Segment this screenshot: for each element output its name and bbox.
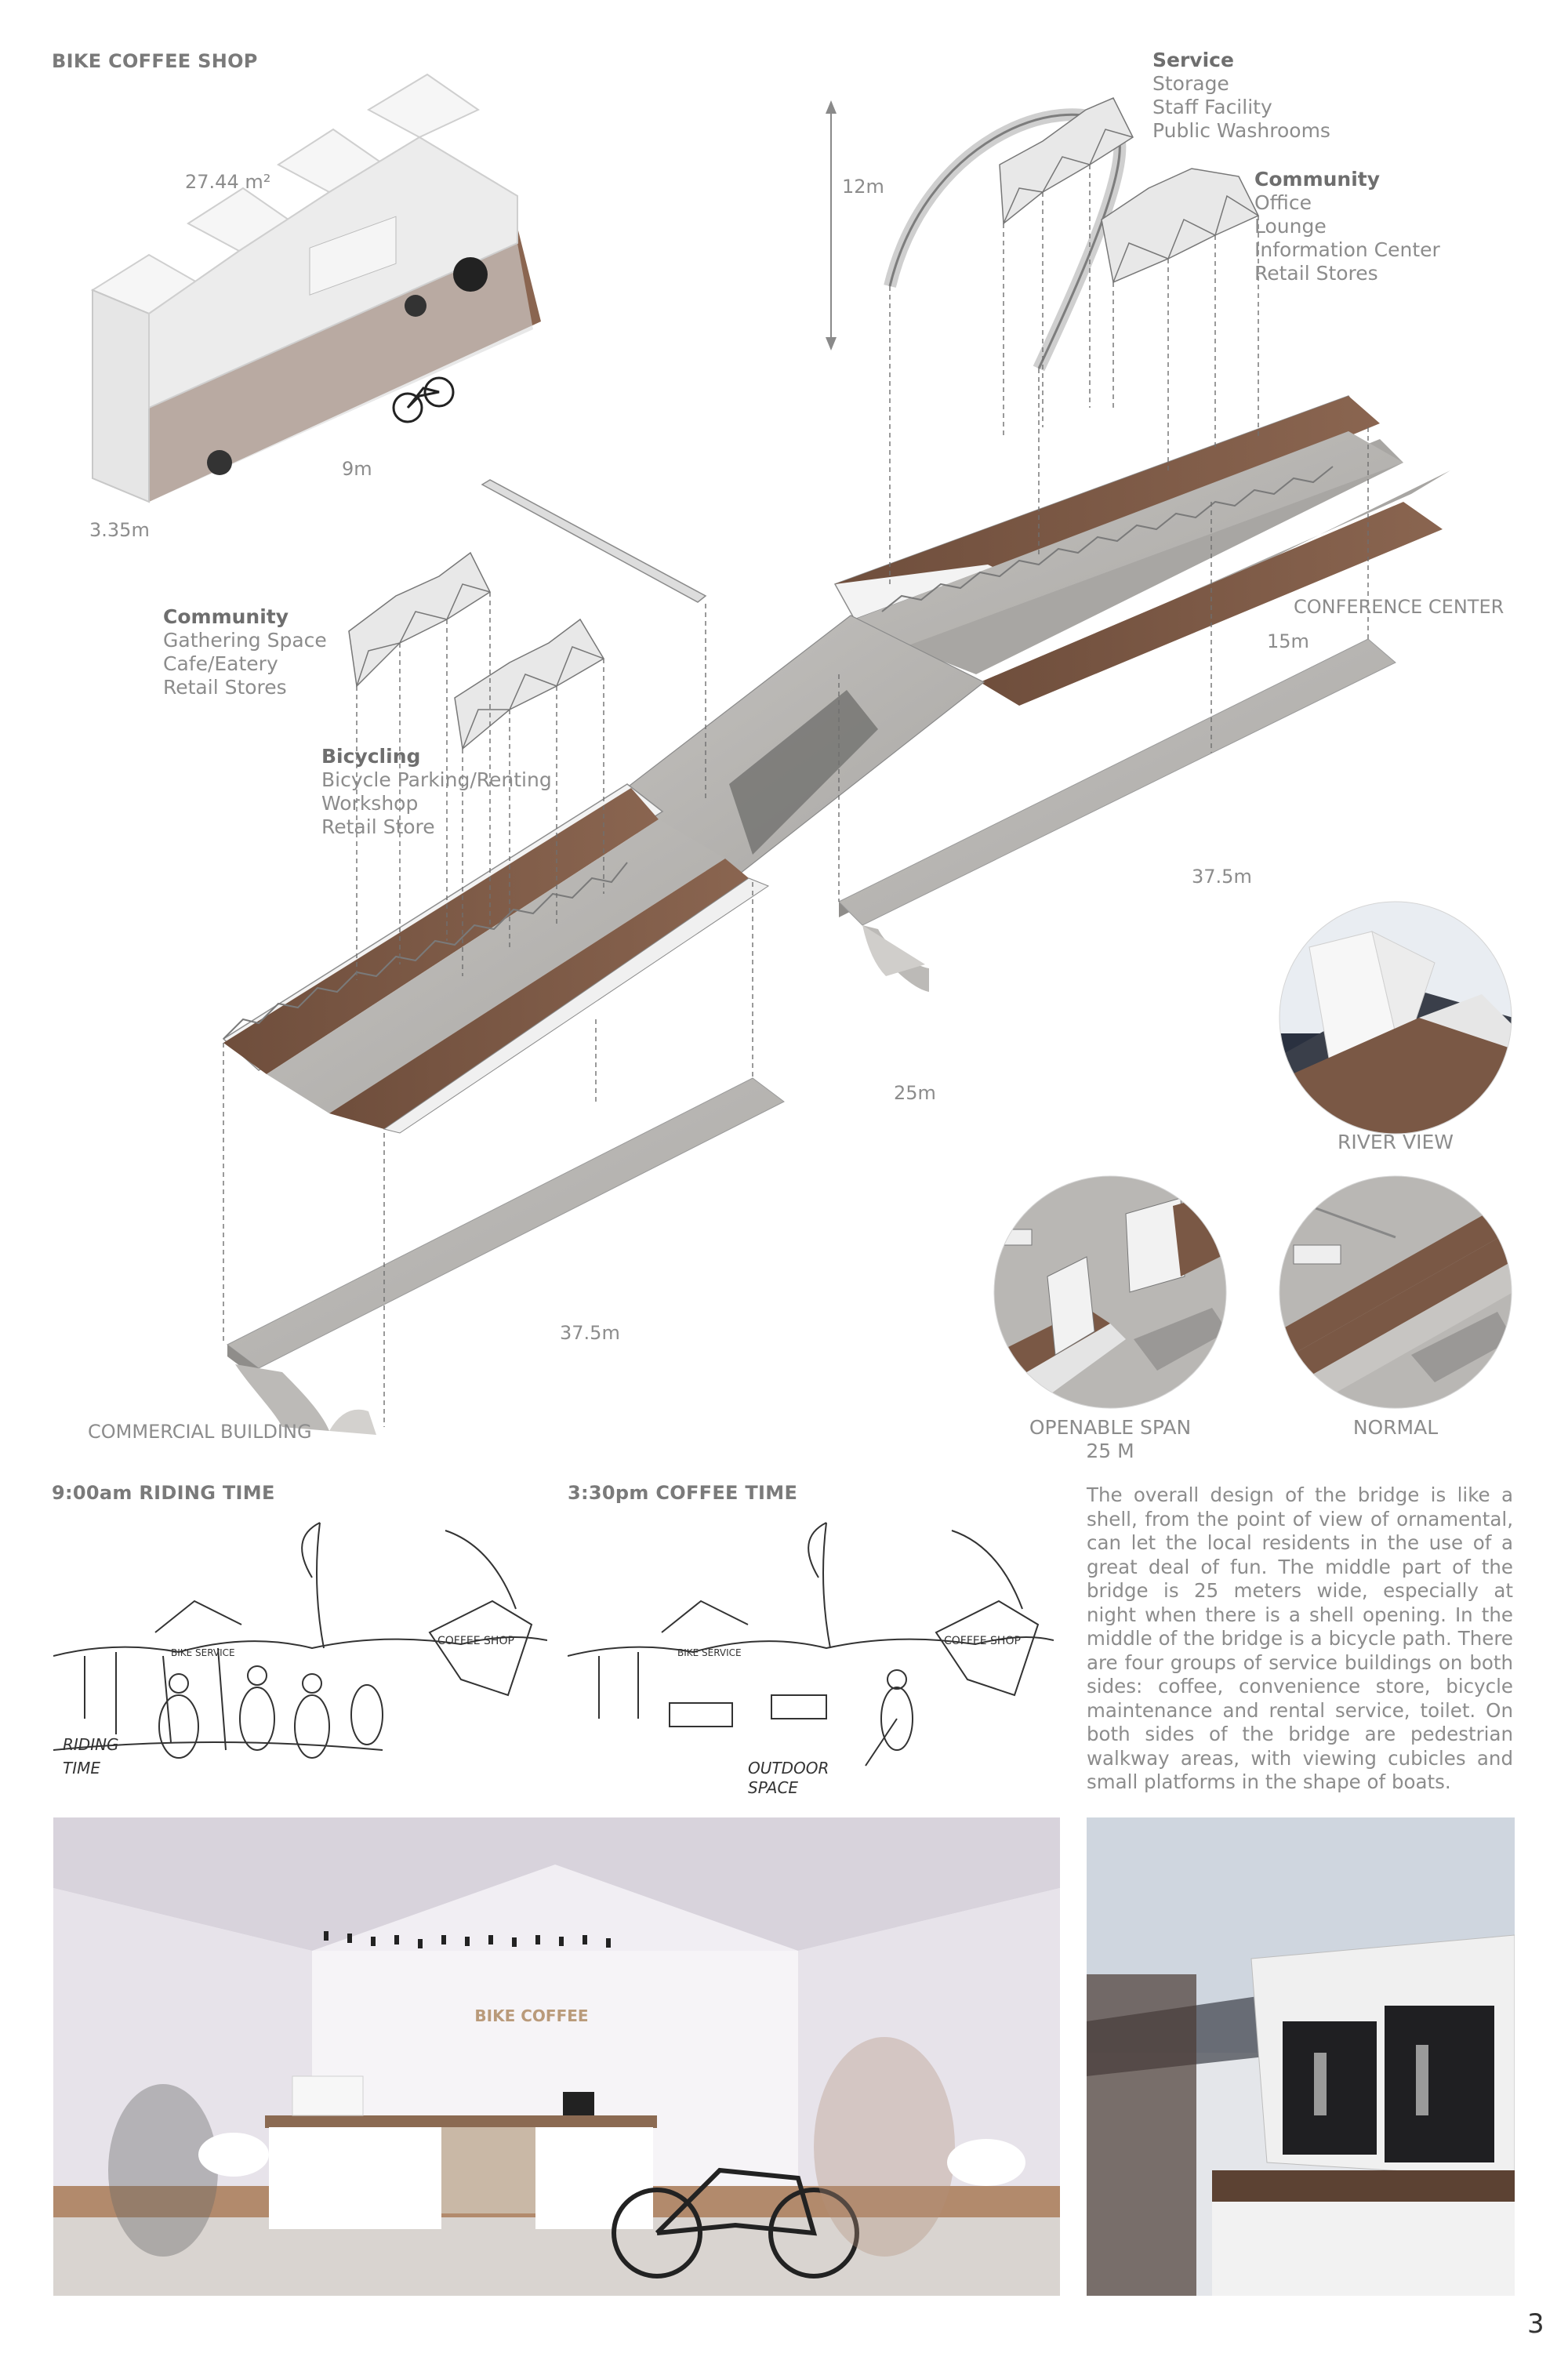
river-view-caption: RIVER VIEW — [1338, 1131, 1454, 1153]
community-upper-item: Office — [1254, 191, 1312, 214]
sketch-note: BIKE SERVICE — [677, 1647, 742, 1658]
community-left-group — [163, 605, 327, 699]
coffee-machine-closeup-render — [1087, 1817, 1515, 2296]
openable-span-image — [993, 1175, 1228, 1410]
community-left-item: Retail Stores — [163, 676, 287, 699]
coffee-shop-title: BIKE COFFEE SHOP — [52, 50, 258, 72]
normal-view-image — [1278, 1175, 1513, 1410]
coffee-shop-width: 9m — [342, 458, 372, 480]
height-dimension — [826, 100, 837, 350]
normal-view-caption: NORMAL — [1352, 1416, 1439, 1439]
coffee-shop-model — [93, 74, 541, 502]
span-label: 25m — [894, 1082, 936, 1104]
coffee-shop-area: 27.44 m² — [185, 171, 271, 193]
coffee-shop-depth: 3.35m — [89, 519, 150, 541]
bicycling-group — [321, 745, 552, 839]
community-upper-item: Information Center — [1254, 238, 1440, 261]
community-upper-item: Retail Stores — [1254, 262, 1378, 285]
sketch-note: OUTDOOR — [748, 1759, 829, 1777]
openable-span-line: 25 M — [1086, 1440, 1134, 1462]
conference-width-label: 15m — [1267, 630, 1309, 652]
service-title: Service — [1152, 49, 1234, 71]
conference-length-label: 37.5m — [1192, 866, 1252, 888]
page-number: 3 — [1527, 2308, 1544, 2340]
community-left-title: Community — [163, 605, 289, 628]
sketch-note: COFFEE SHOP — [437, 1635, 514, 1647]
service-item: Public Washrooms — [1152, 119, 1330, 142]
left-pavilions — [349, 553, 604, 749]
sketch-note: SPACE — [748, 1778, 799, 1797]
arch-height-label: 12m — [842, 176, 884, 198]
openable-span-caption — [993, 1416, 1228, 1463]
coffee-time-title: 3:30pm COFFEE TIME — [568, 1482, 798, 1504]
river-view-image — [1278, 900, 1513, 1135]
description-paragraph: The overall design of the bridge is like a shell, from the point of view of ornamental, can let the local residents in the use of a great deal of fun. The middle part of the bridge is 25 meters wide, especially at night when there is a shell opening. In the middle of the bridge is a bicycle path. There are four groups of service buildings on both sides: coffee, convenience store, bicycle maintenance and rental service, toilet. On both sides of the bridge are pedestrian walkway areas, with viewing cubicles and small platforms in the shape of boats. — [1087, 1483, 1513, 1793]
service-item: Storage — [1152, 72, 1229, 95]
sketch-note: RIDING — [63, 1735, 119, 1754]
commercial-building-slab — [227, 1078, 784, 1435]
bicycling-item: Workshop — [321, 792, 419, 815]
coffee-time-sketch — [568, 1515, 1054, 1797]
community-left-item: Gathering Space — [163, 629, 327, 652]
sketch-note: BIKE SERVICE — [171, 1647, 235, 1658]
commercial-building-label: COMMERCIAL BUILDING — [88, 1421, 312, 1443]
render-sign: BIKE COFFEE — [474, 2006, 589, 2025]
community-upper-item: Lounge — [1254, 215, 1327, 238]
bicycling-item: Bicycle Parking/Renting — [321, 768, 552, 791]
commercial-length-label: 37.5m — [560, 1322, 620, 1344]
floating-slab — [482, 480, 706, 602]
service-group — [1152, 49, 1330, 143]
community-upper-title: Community — [1254, 168, 1381, 191]
community-upper-group — [1254, 168, 1440, 285]
sketch-note: TIME — [63, 1759, 101, 1777]
coffee-shop-interior-render — [53, 1817, 1060, 2296]
sketch-note: COFFEE SHOP — [944, 1635, 1021, 1647]
riding-time-sketch — [53, 1515, 547, 1797]
community-left-item: Cafe/Eatery — [163, 652, 278, 675]
conference-center-label: CONFERENCE CENTER — [1294, 596, 1504, 618]
riding-time-title: 9:00am RIDING TIME — [52, 1482, 275, 1504]
service-item: Staff Facility — [1152, 96, 1272, 118]
bicycling-title: Bicycling — [321, 745, 421, 768]
openable-span-line: OPENABLE SPAN — [1029, 1416, 1192, 1439]
bicycling-item: Retail Store — [321, 815, 435, 838]
